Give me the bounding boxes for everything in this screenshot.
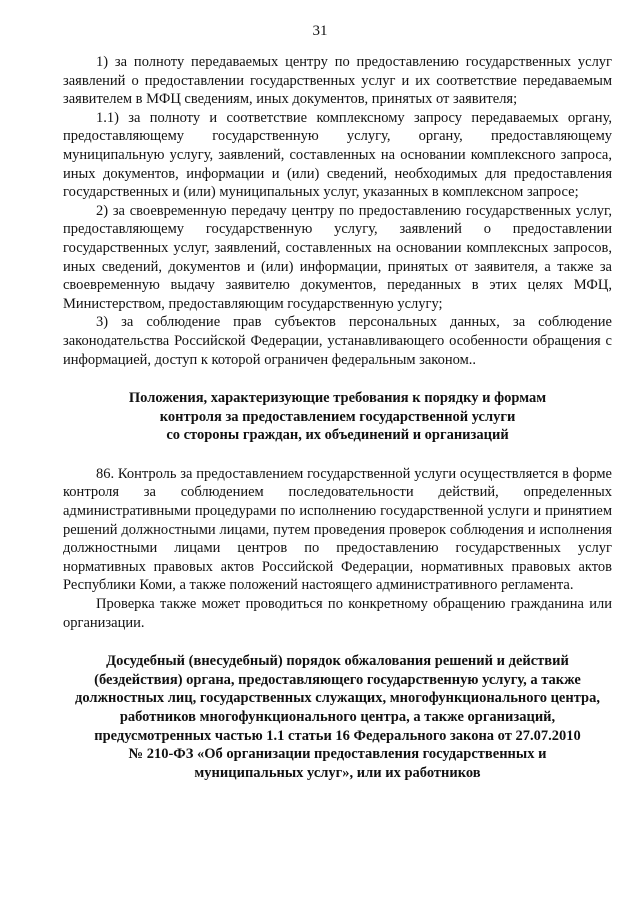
heading-line: Положения, характеризующие требования к порядку и формам [128,390,547,407]
heading-line: работников многофункционального центра, а также организаций, [119,709,556,725]
heading-line: предусмотренных частью 1.1 статьи 16 Федерального закона от 27.07.2010 [94,727,581,744]
spacer [63,632,612,652]
spacer [63,445,612,465]
spacer [63,369,612,389]
heading-line: со стороны граждан, их объединений и организаций [166,427,509,444]
liability-item-2: 2) за своевременную передачу центру по предоставлению государственных услуг, предоставляющему государственную услугу, заявлений о предоставлении государственных услуг, заявлений, составленных на основании комплексных запросов, иных сведений, документов и (или) информации, принятых от заявителя, а также за своевременную выдачу заявителю документов, переданных в этих целях МФЦ, Министерством, предоставляющим государственную услугу; [63,202,612,312]
inspection-note: Проверка также может проводиться по конкретному обращению гражданина или организации. [63,596,612,631]
heading-line: Досудебный (внесудебный) порядок обжалования решений и действий [106,653,569,670]
clause-86: 86. Контроль за предоставлением государственной услуги осуществляется в форме контроля за соблюдением последовательности действий, определенных административными процедурами по исполнению государственной услуги и принятием решений должностными лицами, путем проведения проверок соблюдения и исполнения должностными лицами центров по предоставлению государственных услуг нормативных правовых актов Российской Федерации, нормативных правовых актов Республики Коми, а также положений настоящего административного регламента. [63,465,612,594]
liability-item-1-1: 1.1) за полноту и соответствие комплексному запросу передаваемых органу, предоставляющему государственную услугу, органу, предоставляющему муниципальную услугу, заявлений, составленных на основании комплексного запроса, иных документов, информации и (или) сведений, необходимых для предоставления государственных и (или) муниципальных услуг, указанных в комплексном запросе; [63,109,612,201]
citizen-control-heading [63,389,612,445]
heading-line: муниципальных услуг», или их работников [194,764,481,781]
heading-line: должностных лиц, государственных служащих, многофункционального центра, [75,690,600,707]
heading-line: № 210-ФЗ «Об организации предоставления государственных и [128,746,547,763]
appeal-procedure-heading [63,652,612,782]
page-number: 31 [312,23,328,39]
heading-line: контроля за предоставлением государственной услуги [159,408,516,425]
liability-item-3: 3) за соблюдение прав субъектов персональных данных, за соблюдение законодательства Российской Федерации, устанавливающего особенности обращения с информацией, доступ к которой ограничен федеральным законом.. [63,314,612,368]
page-content [63,53,612,782]
heading-line: (бездействия) органа, предоставляющего государственную услугу, а также [94,671,581,688]
liability-item-1: 1) за полноту передаваемых центру по предоставлению государственных услуг заявлений о предоставлении государственных услуг и их соответствие передаваемым заявителем в МФЦ сведениям, иных документов, принятых от заявителя; [63,54,612,108]
